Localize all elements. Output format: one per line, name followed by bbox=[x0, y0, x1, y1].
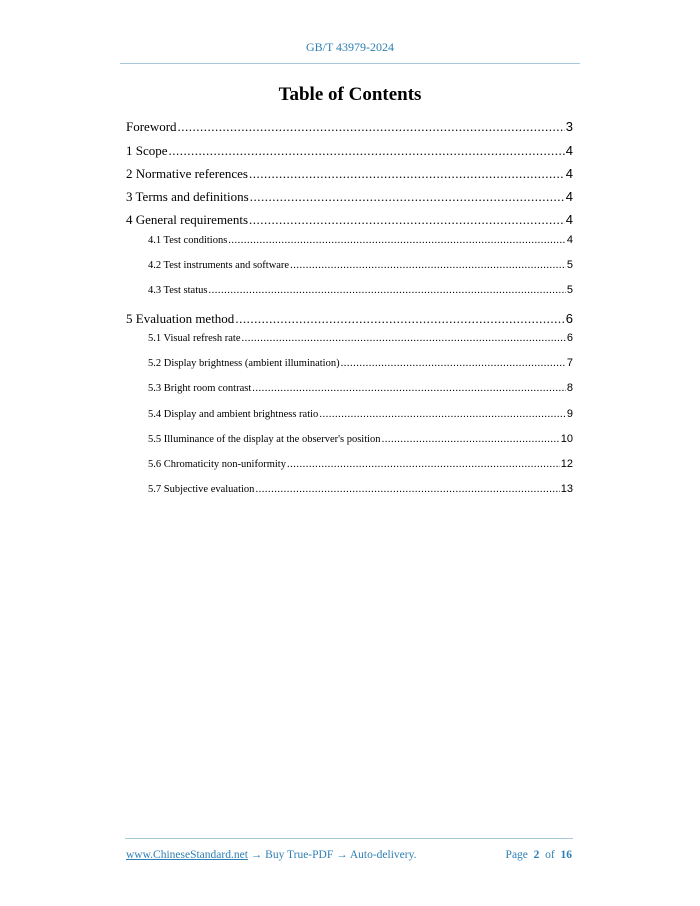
toc-entry-label: 5.4 Display and ambient brightness ratio bbox=[148, 409, 319, 420]
toc-entry-page: 13 bbox=[560, 483, 573, 495]
toc-entry[interactable] bbox=[126, 212, 573, 228]
toc-dot-leader bbox=[290, 260, 566, 271]
toc-entry-label: Foreword bbox=[126, 119, 177, 134]
page-total: 16 bbox=[560, 849, 572, 861]
toc-entry-label: 5.7 Subjective evaluation bbox=[148, 484, 255, 495]
toc-entry-label: 4.2 Test instruments and software bbox=[148, 260, 290, 271]
page-word: Page bbox=[505, 849, 528, 861]
toc-entry-page: 9 bbox=[566, 408, 573, 420]
toc-dot-leader bbox=[319, 409, 566, 420]
toc-entry-label: 5.2 Display brightness (ambient illumination) bbox=[148, 358, 340, 369]
toc-entry-page: 3 bbox=[565, 119, 573, 134]
toc-entry-page: 5 bbox=[566, 259, 573, 271]
website-link[interactable]: www.ChineseStandard.net bbox=[126, 849, 248, 861]
toc-entry-page: 5 bbox=[566, 284, 573, 296]
toc-entry[interactable] bbox=[148, 382, 573, 394]
toc-entry[interactable] bbox=[126, 119, 573, 135]
toc-entry-page: 4 bbox=[565, 189, 573, 204]
page-current: 2 bbox=[533, 849, 540, 861]
toc-dot-leader bbox=[235, 311, 564, 327]
toc-entry[interactable] bbox=[126, 143, 573, 159]
toc-dot-leader bbox=[255, 484, 559, 495]
toc-dot-leader bbox=[169, 143, 565, 159]
toc-dot-leader bbox=[252, 383, 566, 394]
toc-entry-label: 4 General requirements bbox=[126, 212, 249, 227]
page-title: Table of Contents bbox=[278, 84, 422, 105]
toc-dot-leader bbox=[249, 212, 565, 228]
toc-entry[interactable] bbox=[148, 357, 573, 369]
toc-entry[interactable] bbox=[148, 458, 573, 470]
toc-entry-page: 6 bbox=[565, 311, 573, 326]
toc-entry[interactable] bbox=[148, 483, 573, 495]
page-of: of bbox=[545, 849, 555, 861]
toc-entry-page: 12 bbox=[560, 458, 573, 470]
toc-entry[interactable] bbox=[148, 259, 573, 271]
toc-entry-label: 1 Scope bbox=[126, 143, 168, 158]
document-code: GB/T 43979-2024 bbox=[305, 40, 395, 54]
toc-dot-leader bbox=[382, 434, 560, 445]
toc-entry[interactable] bbox=[148, 284, 573, 296]
page-footer bbox=[126, 849, 572, 861]
toc-dot-leader bbox=[341, 358, 566, 369]
footer-tagline: → Buy True-PDF → Auto-delivery. bbox=[247, 849, 417, 861]
toc-entry-label: 5.5 Illuminance of the display at the observer's position bbox=[148, 434, 381, 445]
toc-entry-page: 10 bbox=[560, 433, 573, 445]
toc-dot-leader bbox=[208, 285, 565, 296]
toc-dot-leader bbox=[287, 459, 560, 470]
toc-entry-label: 5.3 Bright room contrast bbox=[148, 383, 252, 394]
toc-entry[interactable] bbox=[148, 433, 573, 445]
toc-entry-page: 4 bbox=[565, 166, 573, 181]
toc-entry-label: 3 Terms and definitions bbox=[126, 189, 249, 204]
toc-entry-page: 7 bbox=[566, 357, 573, 369]
toc-entry-label: 5 Evaluation method bbox=[126, 311, 235, 326]
toc-entry-label: 2 Normative references bbox=[126, 166, 248, 181]
toc-entry-label: 4.1 Test conditions bbox=[148, 235, 228, 246]
page-indicator bbox=[506, 849, 572, 861]
toc-entry[interactable] bbox=[126, 189, 573, 205]
toc-entry-page: 8 bbox=[566, 382, 573, 394]
toc-entry[interactable] bbox=[148, 408, 573, 420]
toc-entry-page: 4 bbox=[565, 212, 573, 227]
toc-entry-page: 6 bbox=[566, 332, 573, 344]
toc-dot-leader bbox=[250, 189, 565, 205]
toc-entry[interactable] bbox=[126, 166, 573, 182]
toc-entry[interactable] bbox=[126, 311, 573, 327]
toc-entry-label: 5.6 Chromaticity non-uniformity bbox=[148, 459, 286, 470]
toc-entry[interactable] bbox=[148, 332, 573, 344]
toc-entry-label: 4.3 Test status bbox=[148, 285, 208, 296]
toc-dot-leader bbox=[228, 235, 566, 246]
toc-entry[interactable] bbox=[148, 234, 573, 246]
toc-dot-leader bbox=[241, 333, 565, 344]
toc-entry-page: 4 bbox=[566, 234, 573, 246]
toc-dot-leader bbox=[178, 119, 565, 135]
footer-divider bbox=[125, 838, 573, 839]
toc-dot-leader bbox=[249, 166, 565, 182]
toc-entry-page: 4 bbox=[565, 143, 573, 158]
toc-entry-label: 5.1 Visual refresh rate bbox=[148, 333, 241, 344]
